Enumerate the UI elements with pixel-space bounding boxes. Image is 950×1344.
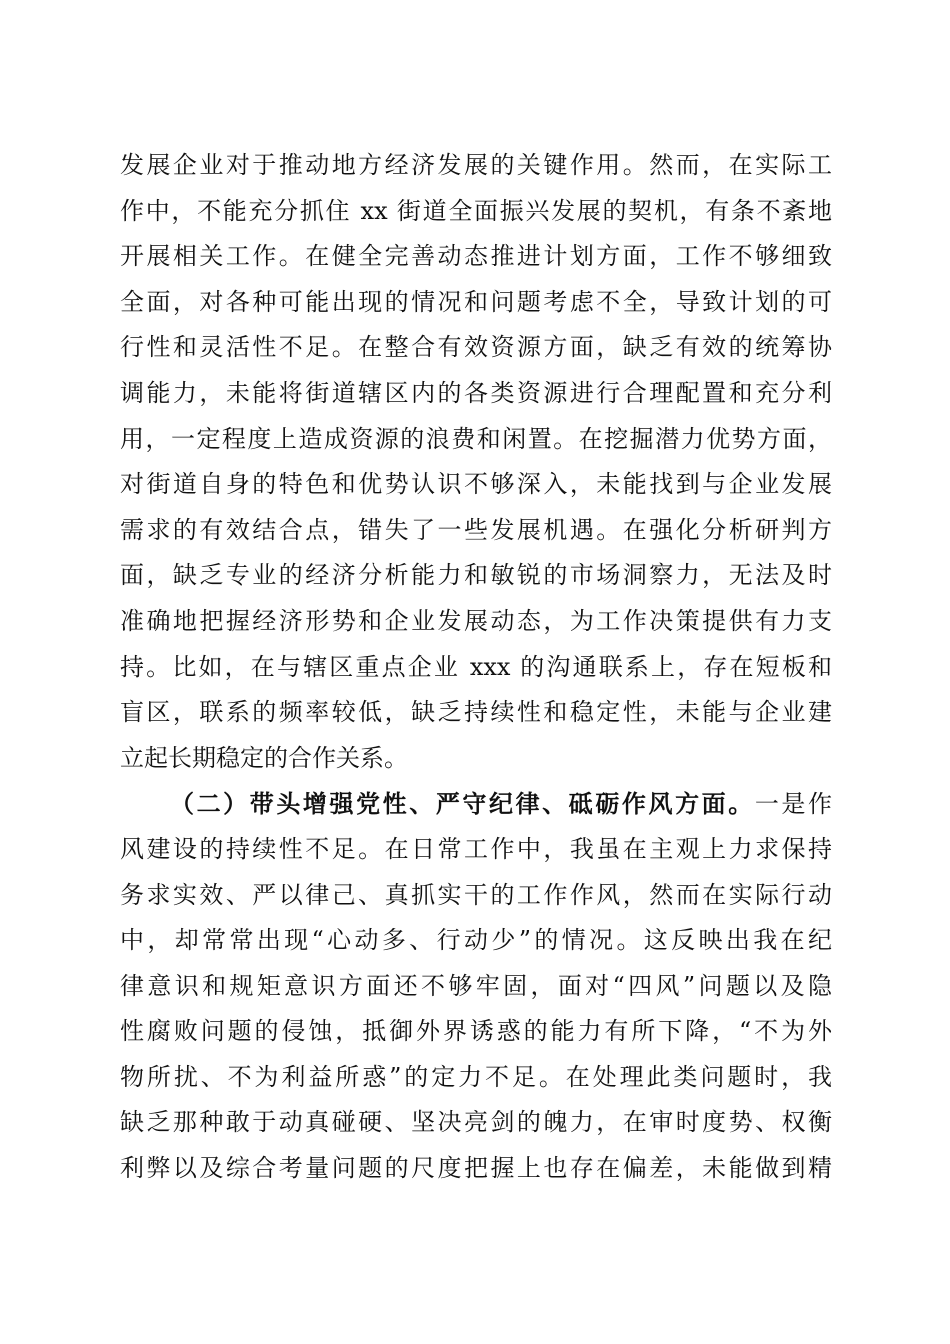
text-line: 行性和灵活性不足。在整合有效资源方面，缺乏有效的统筹协 (120, 333, 832, 362)
text-line: 物所扰、不为利益所惑”的定力不足。在处理此类问题时，我 (120, 1062, 832, 1091)
text-line: 开展相关工作。在健全完善动态推进计划方面，工作不够细致 (120, 242, 832, 271)
text-line: 缺乏那种敢于动真碰硬、坚决亮剑的魄力，在审时度势、权衡 (120, 1108, 832, 1137)
text-line: 性腐败问题的侵蚀，抵御外界诱惑的能力有所下降，“不为外 (120, 1017, 832, 1046)
section-heading: （二）带头增强党性、严守纪律、砥砺作风方面。 (170, 789, 755, 819)
text-line: 立起长期稳定的合作关系。 (120, 743, 408, 772)
text-line: 盲区，联系的频率较低，缺乏持续性和稳定性，未能与企业建 (120, 698, 832, 727)
text-line: 持。比如，在与辖区重点企业 xxx 的沟通联系上，存在短板和 (120, 652, 832, 681)
text-line: 对街道自身的特色和优势认识不够深入，未能找到与企业发展 (120, 470, 832, 499)
text-line: 需求的有效结合点，错失了一些发展机遇。在强化分析研判方 (120, 515, 832, 544)
section-heading-tail: 一是作 (754, 790, 832, 819)
text-line: 发展企业对于推动地方经济发展的关键作用。然而，在实际工 (120, 151, 832, 179)
text-line: 调能力，未能将街道辖区内的各类资源进行合理配置和充分利 (120, 378, 832, 407)
text-line: 务求实效、严以律己、真抓实干的工作作风，然而在实际行动 (120, 880, 832, 909)
section-heading-line (120, 781, 832, 827)
text-line: 风建设的持续性不足。在日常工作中，我虽在主观上力求保持 (120, 834, 832, 863)
text-line: 律意识和规矩意识方面还不够牢固，面对“四风”问题以及隐 (120, 971, 832, 1000)
text-line: 面，缺乏专业的经济分析能力和敏锐的市场洞察力，无法及时 (120, 561, 832, 590)
text-line: 中，却常常出现“心动多、行动少”的情况。这反映出我在纪 (120, 926, 832, 955)
text-line: 用，一定程度上造成资源的浪费和闲置。在挖掘潜力优势方面， (120, 424, 832, 453)
text-line: 利弊以及综合考量问题的尺度把握上也存在偏差，未能做到精 (120, 1154, 832, 1183)
body-text (120, 143, 832, 1192)
text-line: 全面，对各种可能出现的情况和问题考虑不全，导致计划的可 (120, 287, 832, 316)
text-line: 准确地把握经济形势和企业发展动态，为工作决策提供有力支 (120, 606, 832, 635)
text-line: 作中，不能充分抓住 xx 街道全面振兴发展的契机，有条不紊地 (120, 196, 832, 225)
